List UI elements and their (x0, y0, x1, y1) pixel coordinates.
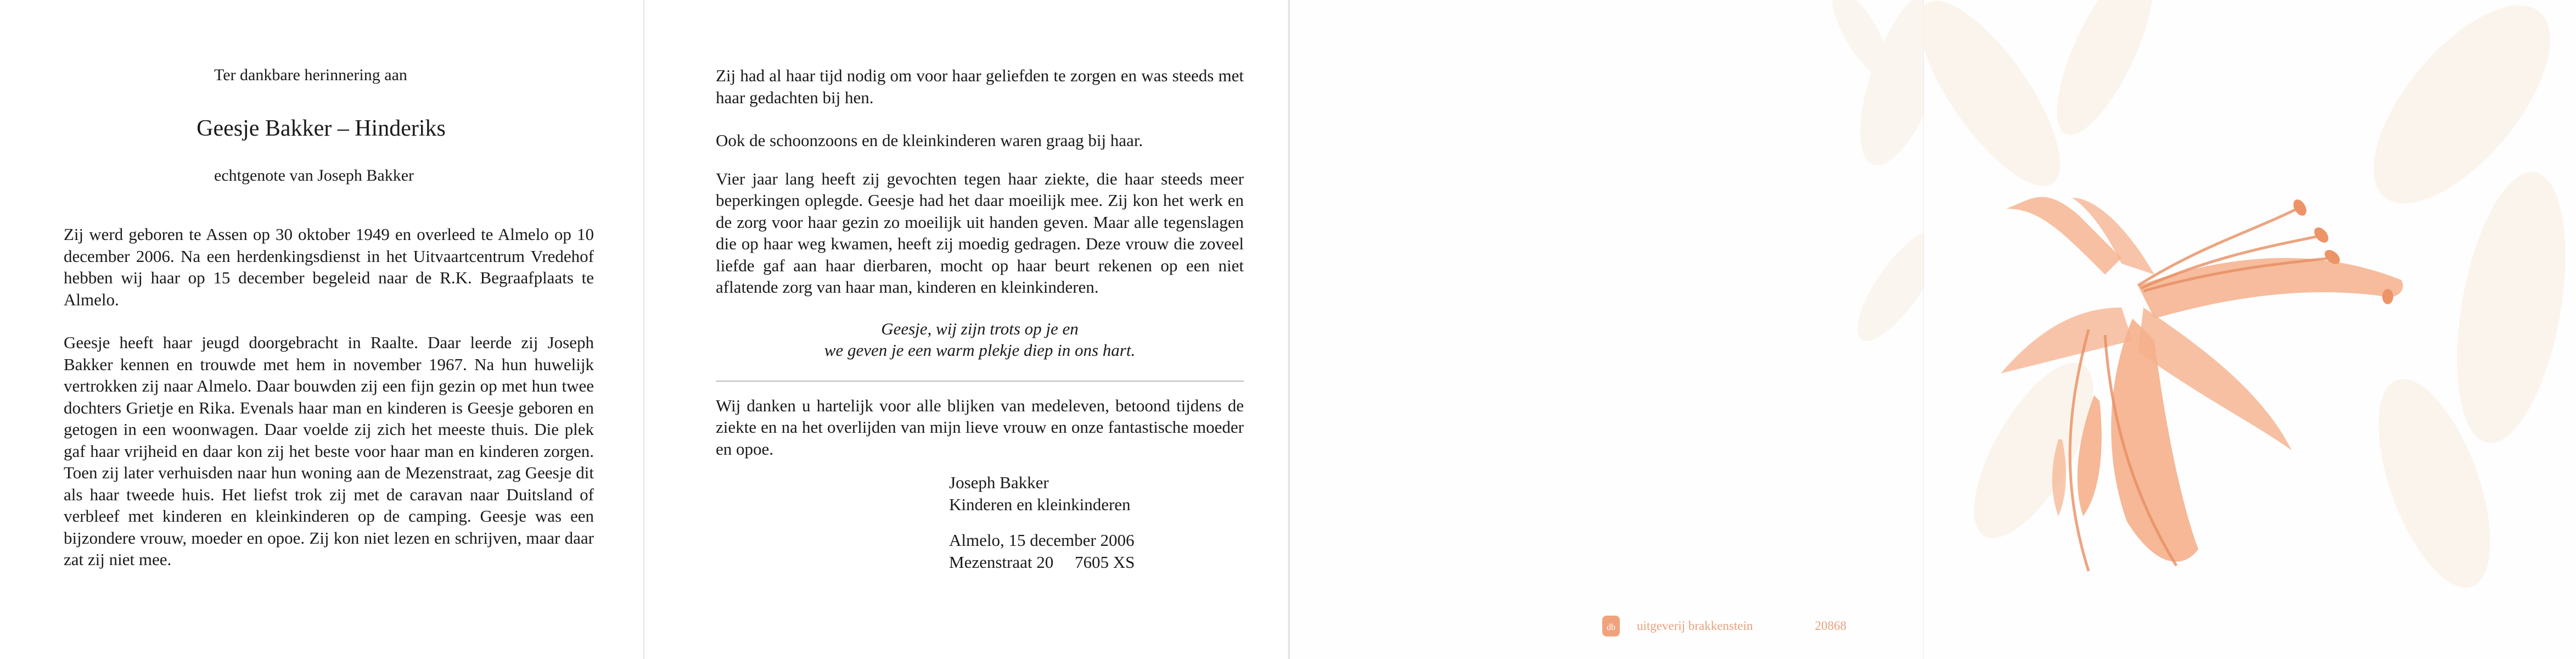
signature-line: Joseph Bakker (949, 473, 1049, 492)
publisher-name: uitgeverij brakkenstein (1637, 619, 1753, 633)
deceased-name: Geesje Bakker – Hinderiks (197, 116, 446, 141)
memorial-text (716, 65, 1244, 573)
divider (716, 381, 1244, 382)
faded-flower-background (1290, 0, 1924, 659)
spouse-line: echtgenote van Joseph Bakker (214, 166, 414, 185)
address-line: Mezenstraat 20 7605 XS (949, 552, 1135, 572)
left-inner-page (0, 0, 643, 659)
biography-paragraph: Geesje heeft haar jeugd doorgebracht in Raalte. Daar leerde zij Joseph Bakker kennen en trouwde met hem in november 1967. Na hun huwelijk vertrokken zij naar Almelo. Daar bouwden zij een fijn gezin op met hun twee dochters Grietje en Rika. Evenals haar man en kinderen is Geesje geboren en getogen in een woonwagen. Daar voelde zij zich het meeste thuis. Die plek gaf haar vrijheid en daar kon zij het beste voor haar man en kinderen zorgen. Toen zij later verhuisden naar hun woning aan de Mezenstraat, zag Geesje dit als haar tweede huis. Het liefst trok zij met de caravan naar Duitsland of verbleef met kinderen en kleinkinderen op de camping. Geesje was een bijzondere vrouw, moeder en opoe. Zij kon niet lezen en schrijven, maar daar zat zij niet mee. (64, 333, 594, 569)
front-cover (1924, 0, 2576, 659)
memorial-paragraph: Ook de schoonzoons en de kleinkinderen waren graag bij haar. (716, 131, 1143, 150)
poem (716, 318, 1244, 361)
lily-flower-illustration (1924, 0, 2576, 659)
signature-line: Kinderen en kleinkinderen (949, 494, 1131, 514)
memorial-paragraph: Zij had al haar tijd nodig om voor haar geliefden te zorgen en was steeds met haar gedachten bij hen. (716, 66, 1244, 107)
thanks-text: Wij danken u hartelijk voor alle blijken van medeleven, betoond tijdens de ziekte en na het overlijden van mijn lieve vrouw en onze fantastische moeder en opoe. (716, 395, 1244, 459)
card-number: 20868 (1815, 619, 1847, 633)
publisher-logo-icon (1602, 615, 1620, 637)
poem-line: Geesje, wij zijn trots op je en (881, 319, 1079, 338)
signature-block (716, 472, 1244, 573)
biography-paragraph: Zij werd geboren te Assen op 30 oktober 1949 en overleed te Almelo op 10 december 2006. Na een herdenkingsdienst in het Uitvaartcentrum Vredehof hebben wij haar op 15 december begeleid naar de R.K. Begraafplaats te Almelo. (64, 225, 594, 309)
biography-text (64, 224, 594, 592)
poem-line: we geven je een warm plekje diep in ons hart. (824, 340, 1136, 360)
right-inner-page (644, 0, 1288, 659)
publisher-mark (1602, 615, 1847, 637)
address-line: Almelo, 15 december 2006 (949, 530, 1135, 550)
memorial-paragraph: Vier jaar lang heeft zij gevochten tegen haar ziekte, die haar steeds meer beperkingen oplegde. Geesje had het daar moeilijk mee. Zij kon het werk en de zorg voor haar gezin zo moeilijk uit handen geven. Maar alle tegenslagen die op haar weg kwamen, heeft zij moedig gedragen. Deze vrouw die zoveel liefde gaf aan haar dierbaren, mocht op haar beurt rekenen op een niet aflatende zorg van haar man, kinderen en kleinkinderen. (716, 169, 1244, 297)
svg-text:db: db (1607, 623, 1615, 632)
back-cover (1290, 0, 1924, 659)
dedication-line: Ter dankbare herinnering aan (214, 66, 407, 84)
